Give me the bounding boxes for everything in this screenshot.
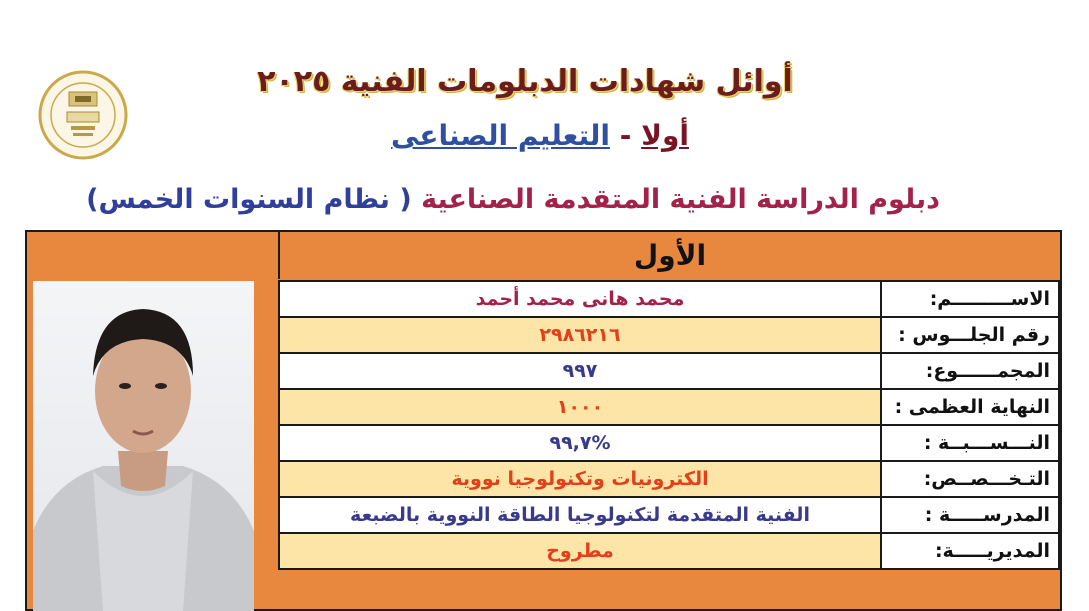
table-row — [279, 281, 1059, 317]
student-photo — [33, 281, 254, 611]
page-title: أوائل شهادات الدبلومات الفنية ٢٠٢٥ — [257, 64, 793, 99]
diploma-name: دبلوم الدراسة الفنية المتقدمة الصناعية — [421, 184, 940, 215]
student-portrait-icon — [33, 281, 254, 611]
table-row — [279, 317, 1059, 353]
row-label: المدرســـــة : — [881, 497, 1059, 533]
row-value: %٩٩,٧ — [279, 425, 881, 461]
table-row — [279, 497, 1059, 533]
row-label: التـخـــصــص: — [881, 461, 1059, 497]
row-label: النـــســـبــة : — [881, 425, 1059, 461]
row-label: رقم الجلـــوس : — [881, 317, 1059, 353]
row-value: الفنية المتقدمة لتكنولوجيا الطاقة النووية بالضبعة — [279, 497, 881, 533]
ministry-logo — [33, 70, 133, 160]
row-label: الاســـــــــم: — [881, 281, 1059, 317]
student-info-table — [278, 280, 1060, 570]
section-subtitle — [380, 113, 700, 159]
row-label: النهاية العظمى : — [881, 389, 1059, 425]
row-label: المديريـــــة: — [881, 533, 1059, 569]
row-value: ١٠٠٠ — [279, 389, 881, 425]
row-label: المجمــــــوع: — [881, 353, 1059, 389]
rank-header: الأول — [278, 232, 1060, 279]
table-row — [279, 353, 1059, 389]
row-value: محمد هانى محمد أحمد — [279, 281, 881, 317]
subtitle-second: التعليم الصناعى — [391, 119, 611, 152]
diploma-title — [86, 178, 940, 222]
row-value: ٩٩٧ — [279, 353, 881, 389]
subtitle-first: أولا — [641, 119, 689, 152]
diploma-system: ( نظام السنوات الخمس) — [86, 184, 422, 215]
table-row — [279, 461, 1059, 497]
ministry-of-education-seal-icon — [33, 70, 133, 160]
table-row — [279, 533, 1059, 569]
row-value: مطروح — [279, 533, 881, 569]
row-value: الكترونيات وتكنولوجيا نووية — [279, 461, 881, 497]
table-row — [279, 389, 1059, 425]
subtitle-separator: - — [610, 119, 642, 152]
row-value: ٢٩٨٦٢١٦ — [279, 317, 881, 353]
table-row — [279, 425, 1059, 461]
